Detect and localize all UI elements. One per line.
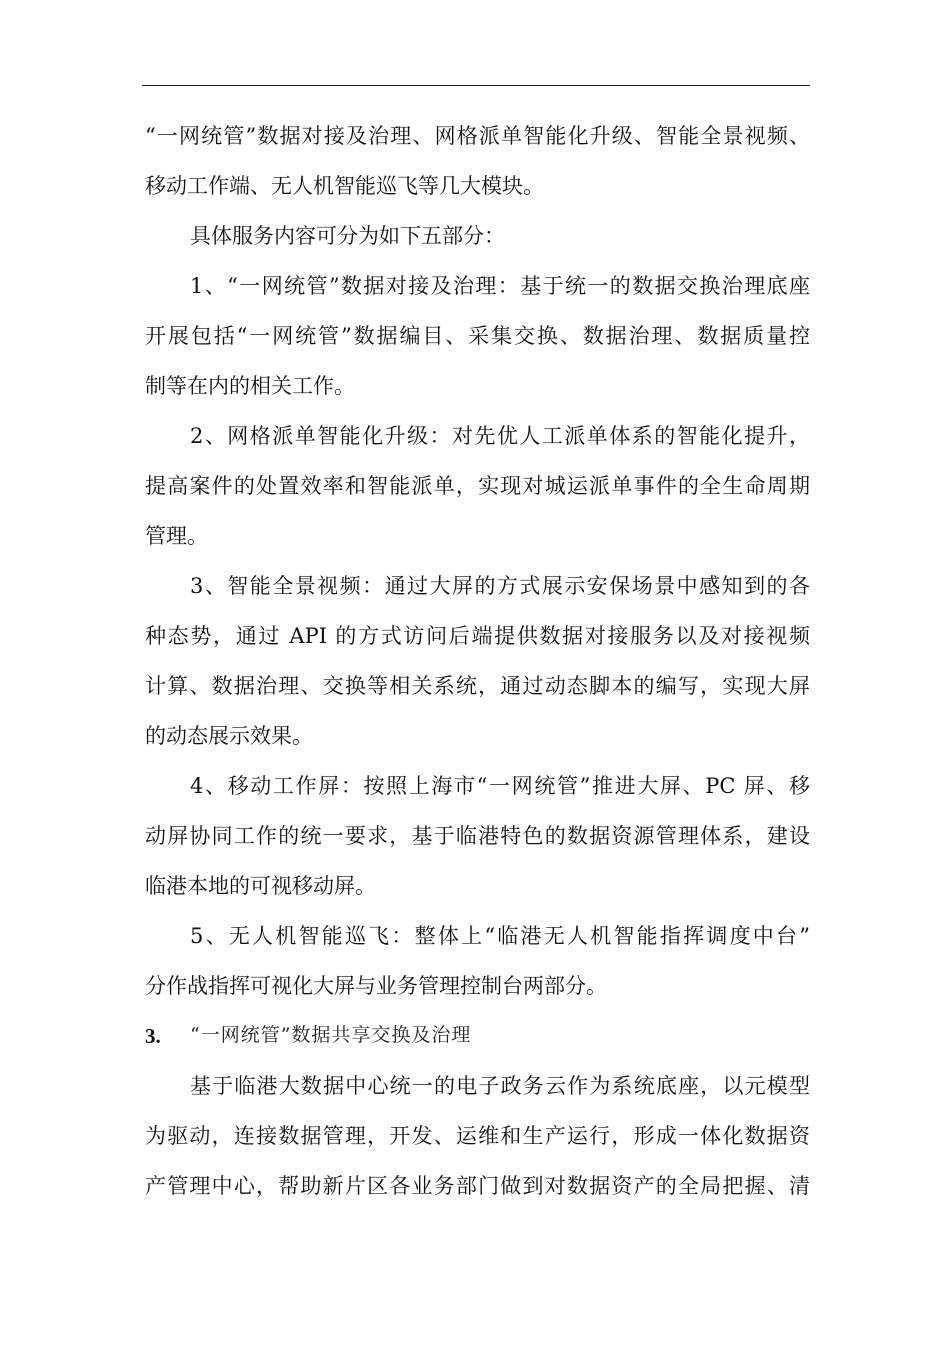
- list-item-line: 临港本地的可视移动屏。: [145, 874, 376, 898]
- list-item-line: 3、智能全景视频：通过大屏的方式展示安保场景中感知到的各: [190, 574, 810, 598]
- list-item-line: 4、移动工作屏：按照上海市“一网统管”推进大屏、PC 屏、移: [190, 774, 810, 798]
- list-item-line: 制等在内的相关工作。: [145, 374, 355, 398]
- paragraph-line: 基于临港大数据中心统一的电子政务云作为系统底座，以元模型: [190, 1074, 810, 1098]
- paragraph-line: 移动工作端、无人机智能巡飞等几大模块。: [145, 174, 544, 198]
- paragraph-line: 产管理中心，帮助新片区各业务部门做到对数据资产的全局把握、清: [145, 1174, 810, 1198]
- list-item-line: 5、无人机智能巡飞：整体上“临港无人机智能指挥调度中台”: [190, 924, 810, 948]
- header-rule: [142, 85, 810, 86]
- paragraph-line: “一网统管”数据对接及治理、网格派单智能化升级、智能全景视频、: [145, 124, 810, 148]
- list-item-line: 的动态展示效果。: [145, 724, 313, 748]
- list-item-line: 种态势，通过 API 的方式访问后端提供数据对接服务以及对接视频: [145, 624, 810, 648]
- list-item-line: 管理。: [145, 524, 208, 548]
- section-number: 3.: [145, 1024, 161, 1048]
- list-item-line: 1、“一网统管”数据对接及治理：基于统一的数据交换治理底座: [190, 274, 810, 298]
- list-item-line: 开展包括“一网统管”数据编目、采集交换、数据治理、数据质量控: [145, 324, 810, 348]
- list-item-line: 动屏协同工作的统一要求，基于临港特色的数据资源管理体系，建设: [145, 824, 810, 848]
- list-item-line: 分作战指挥可视化大屏与业务管理控制台两部分。: [145, 974, 607, 998]
- paragraph-line: 为驱动，连接数据管理，开发、运维和生产运行，形成一体化数据资: [145, 1124, 810, 1148]
- list-item-line: 2、网格派单智能化升级：对先优人工派单体系的智能化提升，: [190, 424, 810, 448]
- section-title: “一网统管”数据共享交换及治理: [190, 1024, 472, 1046]
- list-item-line: 提高案件的处置效率和智能派单，实现对城运派单事件的全生命周期: [145, 474, 810, 498]
- list-item-line: 计算、数据治理、交换等相关系统，通过动态脚本的编写，实现大屏: [145, 674, 810, 698]
- paragraph-line: 具体服务内容可分为如下五部分：: [190, 224, 505, 248]
